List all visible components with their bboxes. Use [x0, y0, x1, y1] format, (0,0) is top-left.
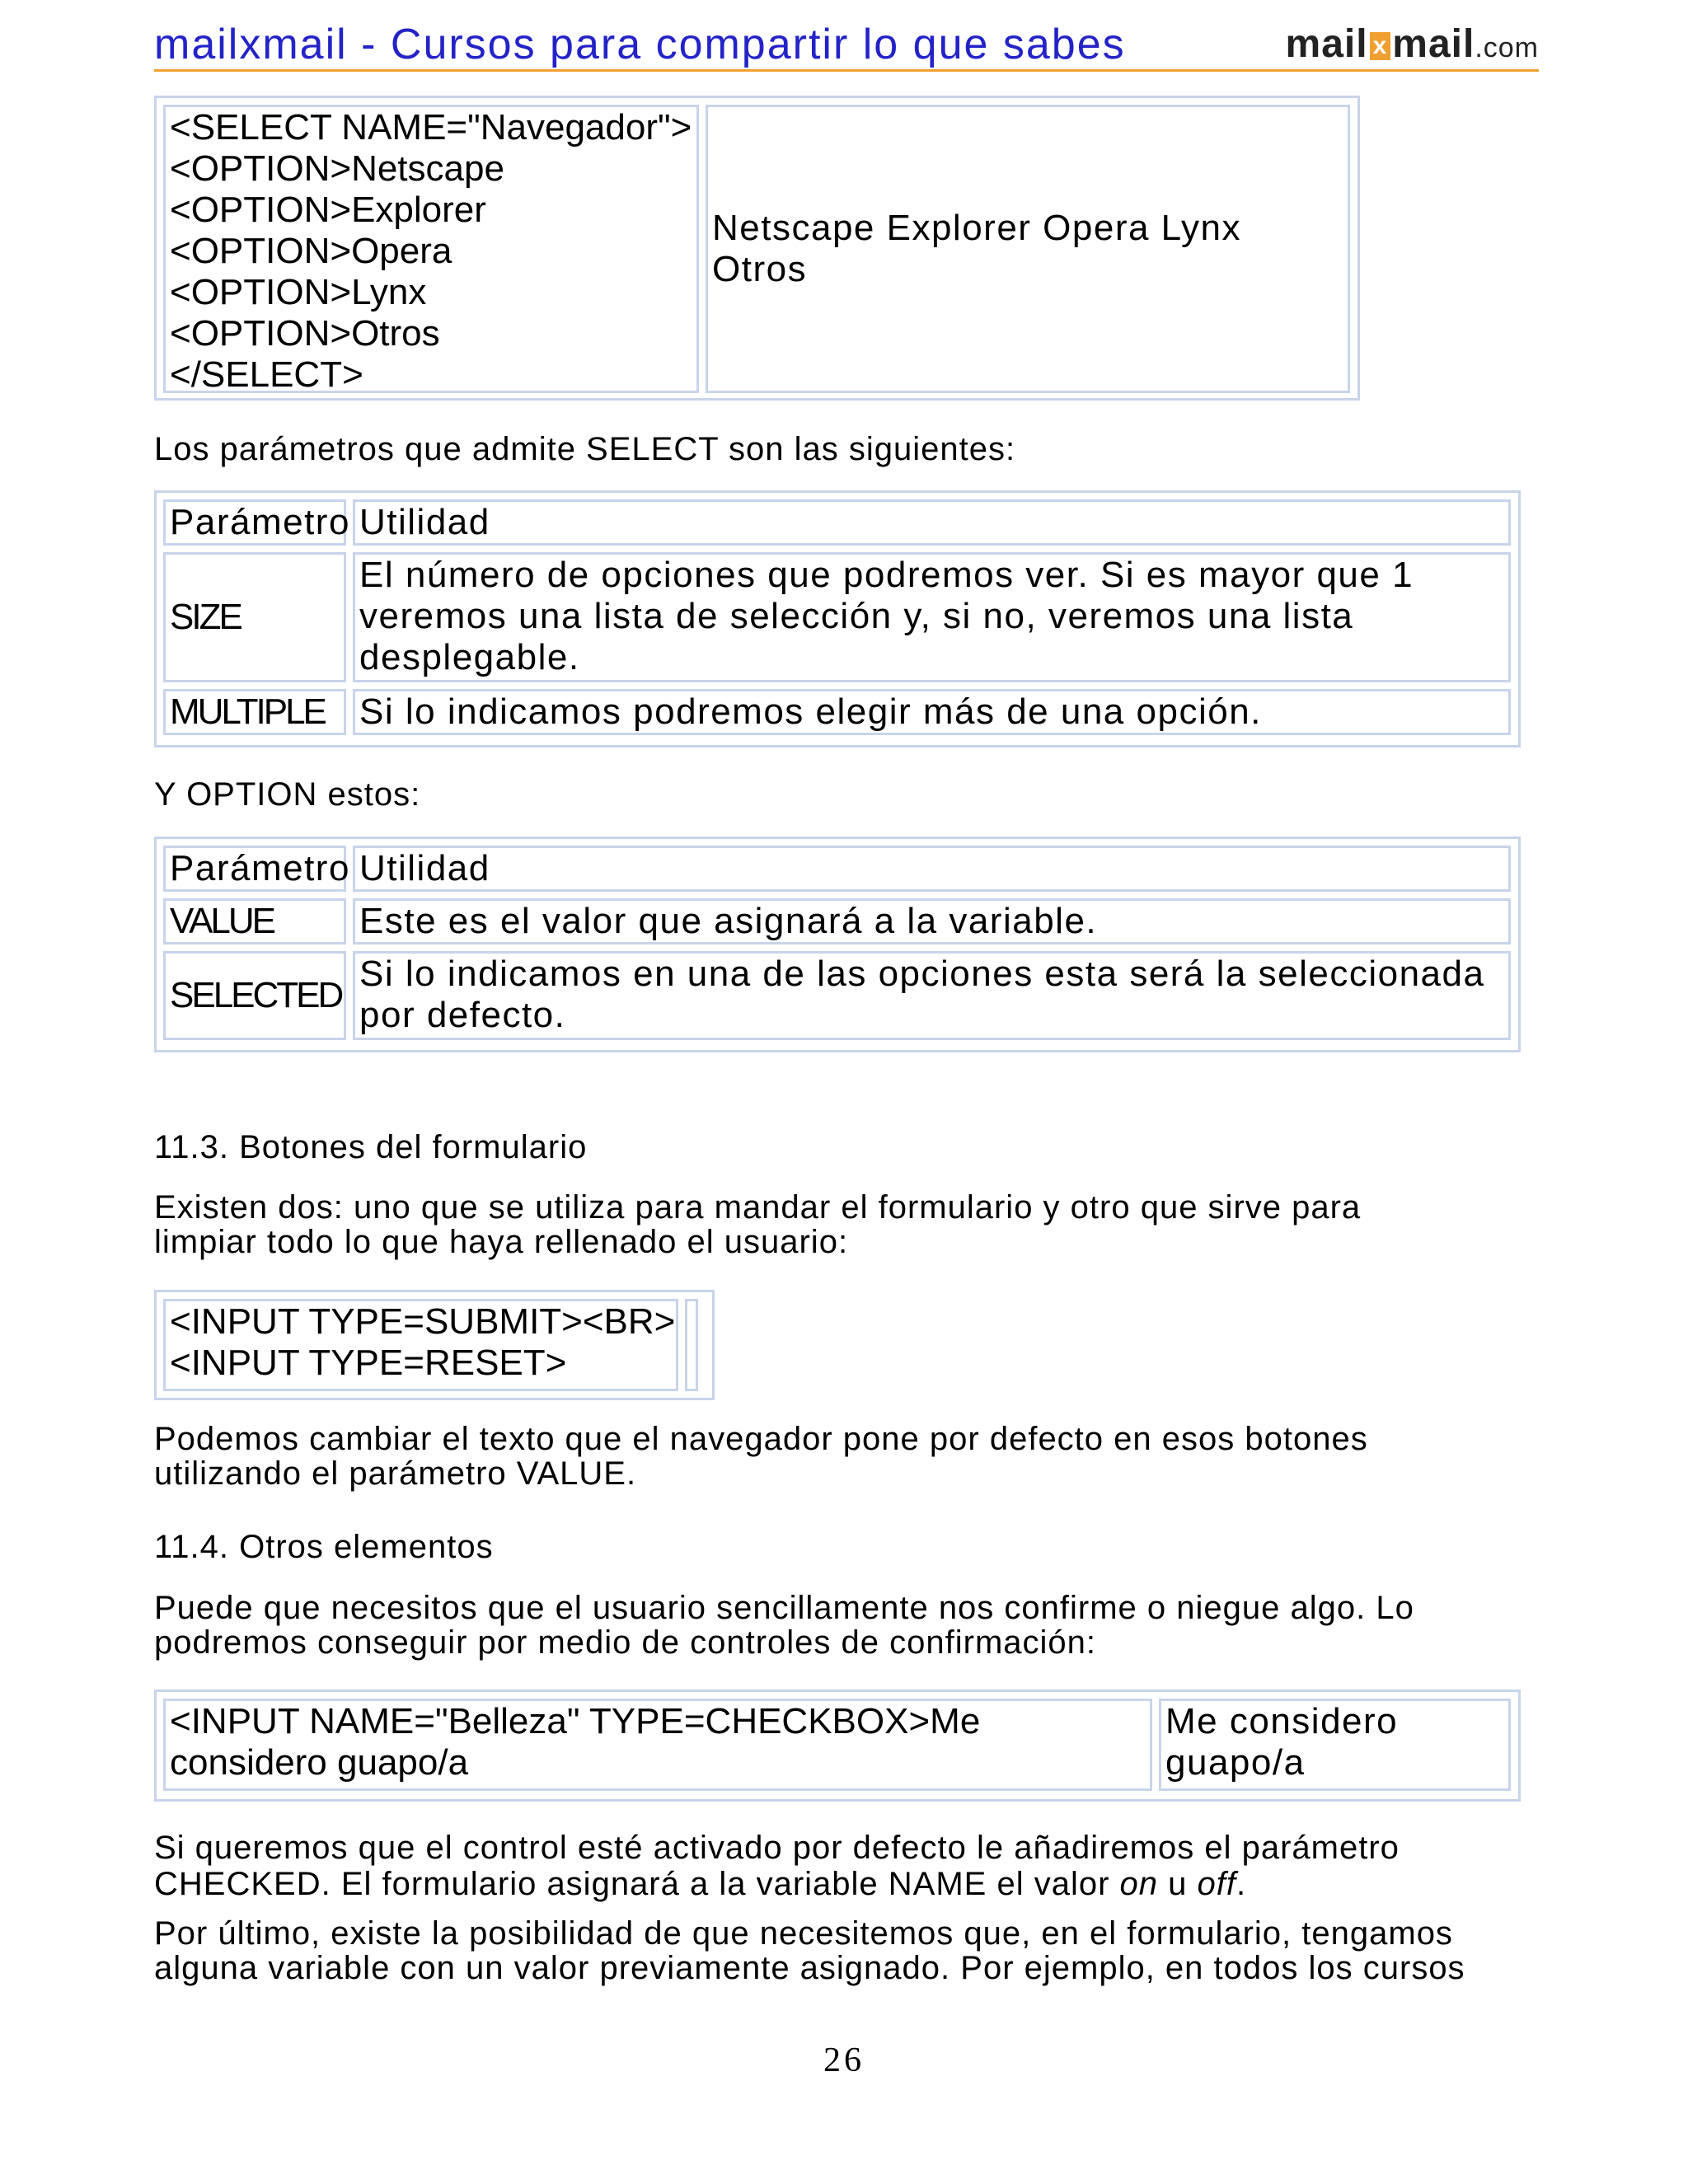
checked-paragraph: Si queremos que el control esté activado por defecto le añadiremos el parámetro CHECKED. El formulario asignará a la variable NAME el valor on u off.: [154, 1830, 1400, 1902]
checkbox-code-cell: <INPUT NAME="Belleza" TYPE=CHECKBOX>Me considero guapo/a: [163, 1699, 1152, 1791]
select-code-cell: <SELECT NAME="Navegador"> <OPTION>Netscape <OPTION>Explorer <OPTION>Opera <OPTION>Lynx <OPTION>Otros </SELECT>: [163, 105, 699, 393]
section-11-3-intro: Existen dos: uno que se utiliza para mandar el formulario y otro que sirve para limpiar todo lo que haya rellenado el usuario:: [154, 1189, 1362, 1260]
select-params-table: [154, 490, 1521, 748]
checkbox-result-cell: Me considero guapo/a: [1159, 1699, 1511, 1791]
option-param-selected: SELECTED: [163, 951, 346, 1040]
section-11-3-after: Podemos cambiar el texto que el navegador pone por defecto en esos botones utilizando el parámetro VALUE.: [154, 1421, 1368, 1492]
buttons-example-table: [154, 1290, 715, 1400]
select-param-size: SIZE: [163, 552, 346, 682]
mailxmail-logo: mail x mail.com: [1285, 22, 1539, 66]
last-paragraph: Por último, existe la posibilidad de que necesitemos que, en el formulario, tengamos alguna variable con un valor previamente asignado. Por ejemplo, en todos los cursos: [154, 1915, 1465, 1986]
select-param-multiple-desc: Si lo indicamos podremos elegir más de una opción.: [353, 689, 1511, 735]
checkbox-example-table: [154, 1690, 1521, 1802]
select-params-header-param: Parámetro: [163, 499, 346, 546]
option-params-table: [154, 837, 1521, 1052]
buttons-result-cell: [685, 1299, 698, 1391]
select-param-size-desc: El número de opciones que podremos ver. Si es mayor que 1 veremos una lista de selección y, si no, veremos una lista desplegable.: [353, 552, 1511, 682]
option-intro: Y OPTION estos:: [154, 776, 421, 813]
select-result-cell: Netscape Explorer Opera Lynx Otros: [706, 105, 1350, 393]
buttons-code-cell: <INPUT TYPE=SUBMIT><BR> <INPUT TYPE=RESET>: [163, 1299, 678, 1391]
option-params-header-utility: Utilidad: [353, 846, 1511, 892]
select-param-multiple: MULTIPLE: [163, 689, 346, 735]
option-param-selected-desc: Si lo indicamos en una de las opciones esta será la seleccionada por defecto.: [353, 951, 1511, 1040]
select-example-table: [154, 96, 1360, 401]
select-params-header-utility: Utilidad: [353, 499, 1511, 546]
section-11-3-heading: 11.3. Botones del formulario: [154, 1129, 588, 1165]
option-param-value: VALUE: [163, 898, 346, 944]
section-11-4-heading: 11.4. Otros elementos: [154, 1529, 494, 1565]
page-header: [154, 18, 1539, 72]
section-11-4-intro: Puede que necesitos que el usuario sencillamente nos confirme o niegue algo. Lo podremos conseguir por medio de controles de confirmación:: [154, 1590, 1414, 1661]
header-title: mailxmail - Cursos para compartir lo que sabes: [154, 21, 1126, 68]
option-param-value-desc: Este es el valor que asignará a la variable.: [353, 898, 1511, 944]
page-number: 26: [823, 2041, 865, 2079]
select-intro: Los parámetros que admite SELECT son las siguientes:: [154, 431, 1016, 467]
option-params-header-param: Parámetro: [163, 846, 346, 892]
